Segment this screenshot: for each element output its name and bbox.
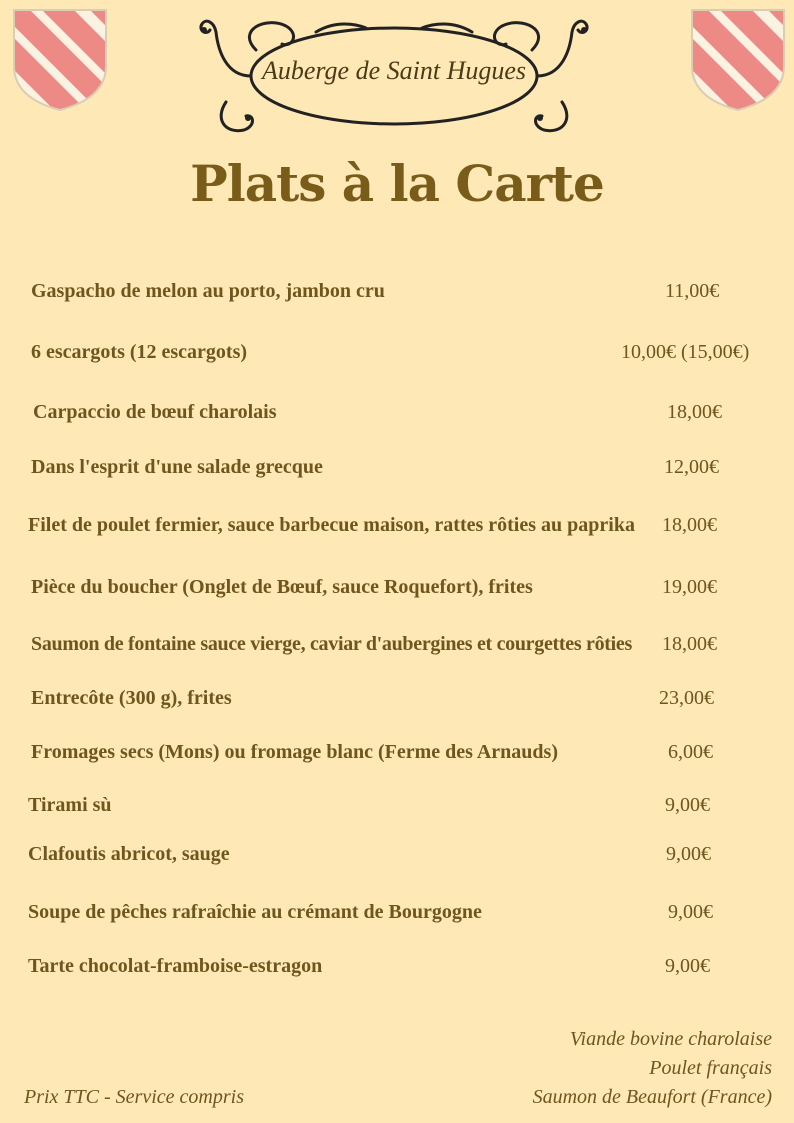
- menu-item: [0, 794, 794, 824]
- menu-item: [0, 687, 794, 717]
- item-name: Tirami sù: [28, 794, 112, 816]
- menu-item: [0, 576, 794, 606]
- item-name: 6 escargots (12 escargots): [31, 341, 248, 363]
- origin-salmon: Saumon de Beaufort (France): [532, 1086, 772, 1108]
- item-price: 18,00€: [662, 514, 717, 536]
- item-name: Pièce du boucher (Onglet de Bœuf, sauce Roquefort), frites: [31, 576, 533, 598]
- item-name: Clafoutis abricot, sauge: [28, 843, 230, 865]
- item-price: 9,00€: [665, 794, 710, 816]
- item-price: 23,00€: [659, 687, 714, 709]
- striped-shield-icon: [690, 8, 786, 112]
- menu-item: [0, 633, 794, 663]
- item-name: Dans l'esprit d'une salade grecque: [31, 456, 323, 478]
- item-price: 9,00€: [665, 955, 710, 977]
- item-price: 9,00€: [666, 843, 711, 865]
- item-name: Filet de poulet fermier, sauce barbecue maison, rattes rôties au paprika: [28, 514, 635, 536]
- menu-item: [0, 401, 794, 431]
- menu-item: [0, 955, 794, 985]
- menu-item: [0, 741, 794, 771]
- menu-item: [0, 456, 794, 486]
- menu-item: [0, 341, 794, 371]
- item-name: Gaspacho de melon au porto, jambon cru: [31, 280, 385, 302]
- page-title: Plats à la Carte: [190, 154, 604, 213]
- item-price: 10,00€ (15,00€): [621, 341, 750, 363]
- restaurant-name: Auberge de Saint Hugues: [261, 56, 527, 85]
- price-note: Prix TTC - Service compris: [24, 1086, 244, 1108]
- menu-item: [0, 514, 794, 544]
- item-name: Tarte chocolat-framboise-estragon: [28, 955, 323, 977]
- item-name: Carpaccio de bœuf charolais: [33, 401, 277, 423]
- item-price: 18,00€: [667, 401, 722, 423]
- origin-chicken: Poulet français: [649, 1057, 772, 1079]
- menu-item: [0, 280, 794, 310]
- item-price: 11,00€: [665, 280, 720, 302]
- item-price: 18,00€: [662, 633, 717, 655]
- item-price: 19,00€: [662, 576, 717, 598]
- item-name: Saumon de fontaine sauce vierge, caviar d'aubergines et courgettes rôties: [31, 633, 632, 655]
- menu-item: [0, 843, 794, 873]
- item-name: Soupe de pêches rafraîchie au crémant de Bourgogne: [28, 901, 482, 923]
- origin-beef: Viande bovine charolaise: [569, 1028, 772, 1050]
- item-price: 9,00€: [668, 901, 713, 923]
- striped-shield-icon: [12, 8, 108, 112]
- item-price: 6,00€: [668, 741, 713, 763]
- item-name: Entrecôte (300 g), frites: [31, 687, 232, 709]
- item-name: Fromages secs (Mons) ou fromage blanc (Ferme des Arnauds): [31, 741, 558, 763]
- menu-item: [0, 901, 794, 931]
- item-price: 12,00€: [664, 456, 719, 478]
